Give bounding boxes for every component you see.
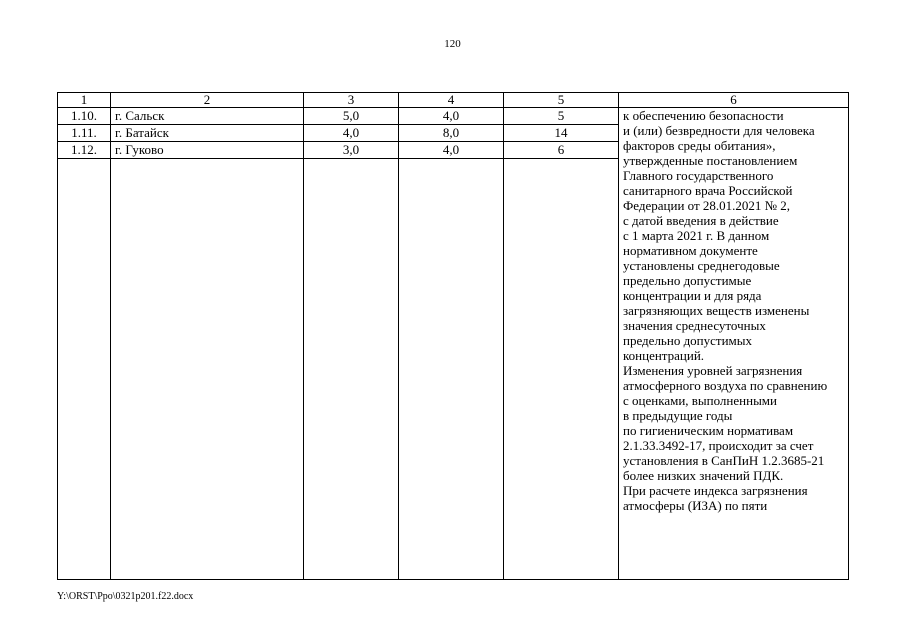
note-line: 2.1.33.3492-17, происходит за счет (623, 438, 814, 453)
note-line: атмосферного воздуха по сравнению (623, 378, 828, 393)
note-line: более низких значений ПДК. (623, 468, 784, 483)
note-line: Федерации от 28.01.2021 № 2, (623, 198, 791, 213)
row-number: 1.12. (58, 142, 111, 159)
row-value-4: 4,0 (399, 108, 504, 125)
empty-cell (304, 159, 399, 580)
note-line: с 1 марта 2021 г. В данном (623, 228, 770, 243)
row-value-4: 4,0 (399, 142, 504, 159)
note-line: утвержденные постановлением (623, 153, 798, 168)
note-line: с датой введения в действие (623, 213, 779, 228)
note-line: значения среднесуточных (623, 318, 766, 333)
note-line: нормативном документе (623, 243, 758, 258)
header-cell-1: 1 (58, 93, 111, 108)
note-line: предельно допустимых (623, 333, 753, 348)
note-line: концентраций. (623, 348, 705, 363)
row-value-3: 5,0 (304, 108, 399, 125)
empty-cell (399, 159, 504, 580)
note-line: в предыдущие годы (623, 408, 733, 423)
table-row (58, 108, 849, 125)
row-value-4: 8,0 (399, 125, 504, 142)
header-cell-6: 6 (619, 93, 849, 108)
page-number: 120 (444, 38, 461, 50)
table-header-row (58, 93, 849, 108)
row-city: г. Сальск (111, 108, 304, 125)
note-line: санитарного врача Российской (623, 183, 793, 198)
note-line: атмосферы (ИЗА) по пяти (623, 498, 768, 513)
row-number: 1.10. (58, 108, 111, 125)
row-city: г. Батайск (111, 125, 304, 142)
row-value-5: 14 (504, 125, 619, 142)
note-line: установлены среднегодовые (623, 258, 780, 273)
note-cell (619, 108, 849, 580)
note-line: факторов среды обитания», (623, 138, 776, 153)
empty-cell (58, 159, 111, 580)
empty-cell (111, 159, 304, 580)
note-line: загрязняющих веществ изменены (623, 303, 810, 318)
header-cell-4: 4 (399, 93, 504, 108)
footer-file-path: Y:\ORST\Ppo\0321p201.f22.docx (57, 591, 194, 602)
row-value-3: 3,0 (304, 142, 399, 159)
data-table (57, 92, 849, 580)
row-value-5: 6 (504, 142, 619, 159)
header-cell-3: 3 (304, 93, 399, 108)
note-line: с оценками, выполненными (623, 393, 777, 408)
note-line: предельно допустимые (623, 273, 752, 288)
empty-cell (504, 159, 619, 580)
note-line: к обеспечению безопасности (623, 108, 784, 123)
row-value-3: 4,0 (304, 125, 399, 142)
note-line: Главного государственного (623, 168, 774, 183)
note-line: концентрации и для ряда (623, 288, 762, 303)
row-number: 1.11. (58, 125, 111, 142)
header-cell-2: 2 (111, 93, 304, 108)
header-cell-5: 5 (504, 93, 619, 108)
note-line: и (или) безвредности для человека (623, 123, 815, 138)
row-value-5: 5 (504, 108, 619, 125)
row-city: г. Гуково (111, 142, 304, 159)
note-line: Изменения уровней загрязнения (623, 363, 803, 378)
note-line: установления в СанПиН 1.2.3685-21 (623, 453, 825, 468)
note-line: При расчете индекса загрязнения (623, 483, 808, 498)
note-line: по гигиеническим нормативам (623, 423, 794, 438)
